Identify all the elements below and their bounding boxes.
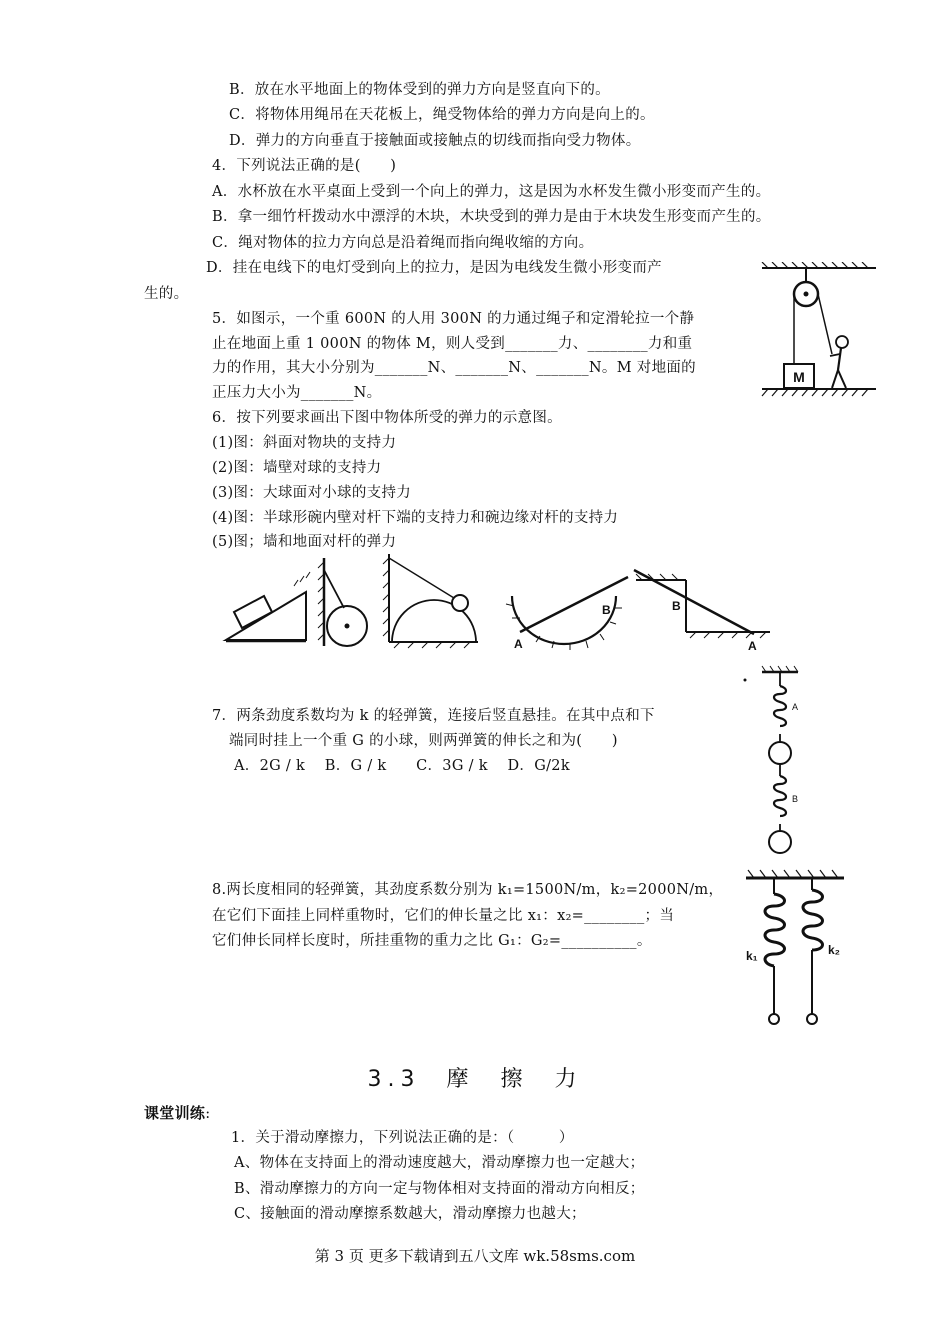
class-training-label: 课堂训练	[144, 1104, 206, 1122]
question-8-line-1: 8.两长度相同的轻弹簧，其劲度系数分别为 k₁=1500N/m，k₂=2000N/m，	[212, 882, 724, 898]
q4-option-c: C．绳对物体的拉力方向总是沿着绳而指向绳收缩的方向。	[212, 235, 594, 251]
question-5-line-1: 5．如图示，一个重 600N 的人用 300N 的力通过绳子和定滑轮拉一个静	[212, 311, 695, 327]
question-5-line-2: 止在地面上重 1 000N 的物体 M，则人受到_______力、________力和重	[212, 336, 693, 352]
section-number: 3.3	[367, 1067, 421, 1092]
spring-label-k2: k₂	[828, 943, 841, 957]
question-7-line-1: 7．两条劲度系数均为 k 的轻弹簧，连接后竖直悬挂。在其中点和下	[212, 708, 655, 724]
bowl-label-a: A	[514, 637, 523, 651]
fig-sphere-small-ball	[383, 554, 478, 648]
fig-incline-block	[226, 572, 310, 641]
friction-q1-stem: 1．关于滑动摩擦力，下列说法正确的是：（ ）	[231, 1130, 574, 1146]
spring-label-b: B	[792, 794, 799, 804]
q4-option-d: D．挂在电线下的电灯受到向上的拉力，是因为电线发生微小形变而产	[206, 260, 662, 276]
section-title-char-1: 摩	[446, 1067, 475, 1092]
friction-q1-option-b: B、滑动摩擦力的方向一定与物体相对支持面的滑动方向相反；	[234, 1181, 645, 1197]
fig-wall-ball	[318, 558, 367, 646]
pulley-figure	[756, 262, 881, 402]
page-footer: 第 3 页 更多下载请到五八文库 wk.58sms.com	[314, 1247, 636, 1265]
question-4-stem: 4．下列说法正确的是( )	[212, 158, 397, 174]
q6-item-1: (1)图：斜面对物块的支持力	[212, 435, 397, 451]
question-5-line-4: 正压力大小为_______N。	[212, 385, 382, 401]
question-8-line-2: 在它们下面挂上同样重物时，它们的伸长量之比 x₁：x₂=________；当	[212, 908, 675, 924]
spring-label-k1: k₁	[746, 949, 758, 963]
class-training-heading	[144, 1103, 210, 1124]
q6-item-3: (3)图：大球面对小球的支持力	[212, 485, 412, 501]
q6-item-5: (5)图；墙和地面对杆的弹力	[212, 534, 397, 550]
section-title-char-2: 擦	[500, 1067, 529, 1092]
fig-rod-wall-floor	[634, 570, 770, 653]
q6-item-2: (2)图：墙壁对球的支持力	[212, 460, 382, 476]
option-d-text: D．弹力的方向垂直于接触面或接触点的切线而指向受力物体。	[229, 133, 641, 149]
friction-q1-option-a: A、物体在支持面上的滑动速度越大，滑动摩擦力也一定越大；	[234, 1155, 645, 1171]
option-b-text: B．放在水平地面上的物体受到的弹力方向是竖直向下的。	[229, 82, 610, 98]
q4-option-d-cont: 生的。	[144, 286, 189, 302]
q4-option-a: A．水杯放在水平桌面上受到一个向上的弹力，这是因为水杯发生微小形变而产生的。	[212, 184, 771, 200]
pulley-mass-label: M	[793, 369, 805, 385]
question-7-options: A．2G / k B．G / k C．3G / k D．G/2k	[234, 758, 570, 774]
class-training-colon: :	[205, 1106, 211, 1122]
q6-item-4: (4)图：半球形碗内壁对杆下端的支持力和碗边缘对杆的支持力	[212, 510, 619, 526]
parallel-spring-figure	[740, 868, 850, 1030]
elastic-force-figures	[222, 552, 777, 654]
q4-option-b: B．拿一细竹杆拨动水中漂浮的木块，木块受到的弹力是由于木块发生形变而产生的。	[212, 209, 771, 225]
question-7-line-2: 端同时挂上一个重 G 的小球，则两弹簧的伸长之和为( )	[229, 733, 618, 749]
series-spring-figure	[742, 664, 822, 860]
bowl-label-b: B	[602, 603, 611, 617]
rod-label-a: A	[748, 639, 757, 653]
friction-q1-option-c: C、接触面的滑动摩擦系数越大，滑动摩擦力也越大；	[234, 1206, 586, 1222]
spring-label-a: A	[792, 702, 799, 712]
section-title	[0, 1062, 950, 1093]
question-6-stem: 6．按下列要求画出下图中物体所受的弹力的示意图。	[212, 410, 562, 426]
question-8-line-3: 它们伸长同样长度时，所挂重物的重力之比 G₁：G₂=__________。	[212, 933, 652, 949]
fig-bowl-rod	[506, 577, 628, 651]
question-5-line-3: 力的作用，其大小分别为_______N、_______N、_______N。M 对地面的	[212, 360, 696, 376]
rod-label-b: B	[672, 599, 681, 613]
option-c-text: C．将物体用绳吊在天花板上，绳受物体给的弹力方向是向上的。	[229, 107, 655, 123]
section-title-char-3: 力	[554, 1067, 583, 1092]
